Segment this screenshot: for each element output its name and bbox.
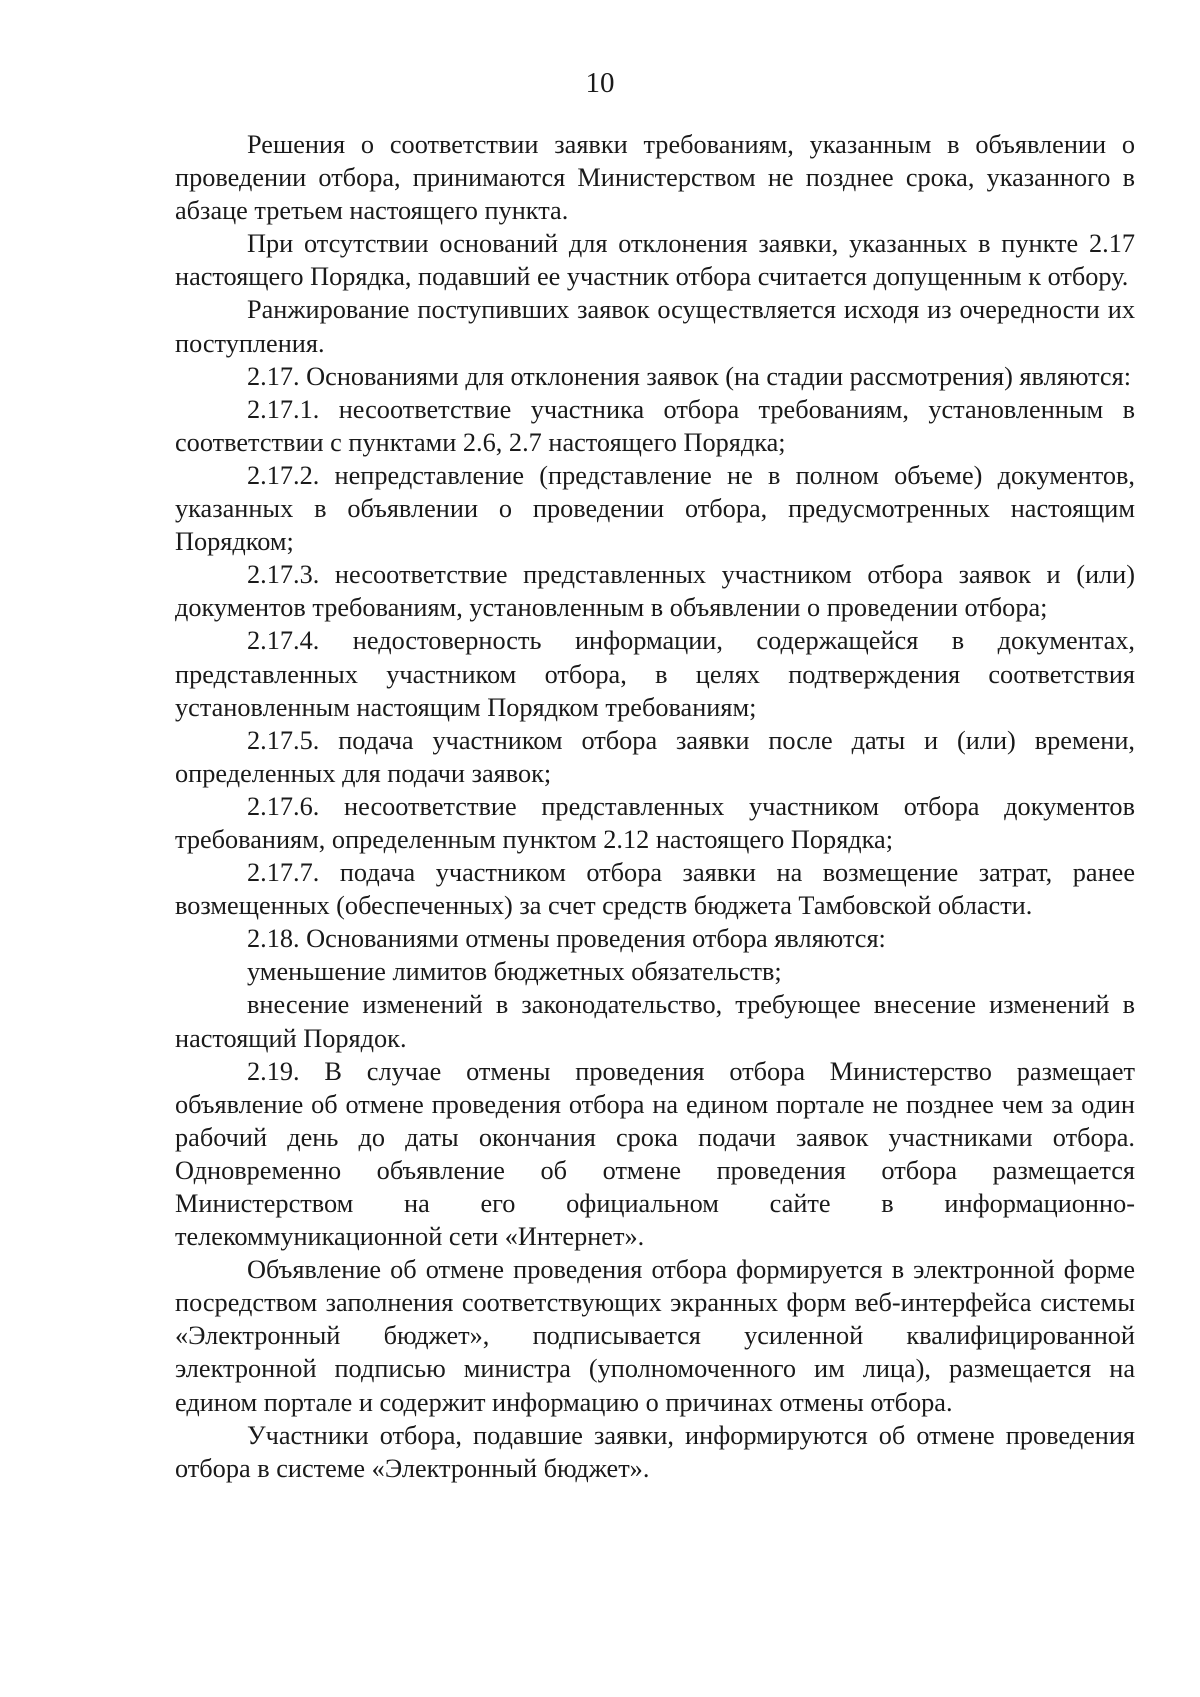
paragraph-2-17-6: 2.17.6. несоответствие представленных участником отбора документов требованиям, определенным пунктом 2.12 настоящего Порядка;	[175, 791, 1135, 854]
paragraph-2-17-2: 2.17.2. непредставление (представление не в полном объеме) документов, указанных в объявлении о проведении отбора, предусмотренных настоящим Порядком;	[175, 460, 1135, 557]
paragraph-2-17-3: 2.17.3. несоответствие представленных участником отбора заявок и (или) документов требованиям, установленным в объявлении о проведении отбора;	[175, 560, 1135, 623]
paragraph-2-17-5: 2.17.5. подача участником отбора заявки после даты и (или) времени, определенных для подачи заявок;	[175, 725, 1135, 788]
page-number: 10	[585, 67, 615, 99]
paragraph-legislation-changes: внесение изменений в законодательство, требующее внесение изменений в настоящий Порядок.	[175, 990, 1135, 1053]
paragraph-admission-to-selection: При отсутствии оснований для отклонения заявки, указанных в пункте 2.17 настоящего Порядка, подавший ее участник отбора считается допущенным к отбору.	[175, 229, 1135, 292]
paragraph-2-17: 2.17. Основаниями для отклонения заявок (на стадии рассмотрения) являются:	[247, 361, 1132, 391]
paragraph-budget-limits: уменьшение лимитов бюджетных обязательств;	[247, 957, 782, 987]
paragraph-2-18: 2.18. Основаниями отмены проведения отбора являются:	[247, 924, 886, 954]
document-body	[175, 128, 1135, 1485]
paragraph-cancellation-notice: Объявление об отмене проведения отбора формируется в электронной форме посредством заполнения соответствующих экранных форм веб-интерфейса системы «Электронный бюджет», подписывается усиленной квалифицированной электронной подписью министра (уполномоченного им лица), размещается на едином портале и содержит информацию о причинах отмены отбора.	[175, 1255, 1135, 1417]
paragraph-2-17-7: 2.17.7. подача участником отбора заявки на возмещение затрат, ранее возмещенных (обеспеченных) за счет средств бюджета Тамбовской области.	[175, 858, 1135, 921]
paragraph-participants-informed: Участники отбора, подавшие заявки, информируются об отмене проведения отбора в системе «Электронный бюджет».	[175, 1420, 1135, 1483]
paragraph-2-17-4: 2.17.4. недостоверность информации, содержащейся в документах, представленных участником отбора, в целях подтверждения соответствия установленным настоящим Порядком требованиям;	[175, 626, 1135, 722]
paragraph-2-19: 2.19. В случае отмены проведения отбора Министерство размещает объявление об отмене проведения отбора на едином портале не позднее чем за один рабочий день до даты окончания срока подачи заявок участниками отбора. Одновременно объявление об отмене проведения отбора размещается Министерством на его официальном сайте в информационно-телекоммуникационной сети «Интернет».	[175, 1056, 1135, 1252]
paragraph-2-17-1: 2.17.1. несоответствие участника отбора требованиям, установленным в соответствии с пунктами 2.6, 2.7 настоящего Порядка;	[175, 394, 1135, 457]
paragraph-decision-on-compliance: Решения о соответствии заявки требованиям, указанным в объявлении о проведении отбора, принимаются Министерством не позднее срока, указанного в абзаце третьем настоящего пункта.	[175, 130, 1135, 226]
paragraph-ranking: Ранжирование поступивших заявок осуществляется исходя из очередности их поступления.	[175, 295, 1135, 358]
